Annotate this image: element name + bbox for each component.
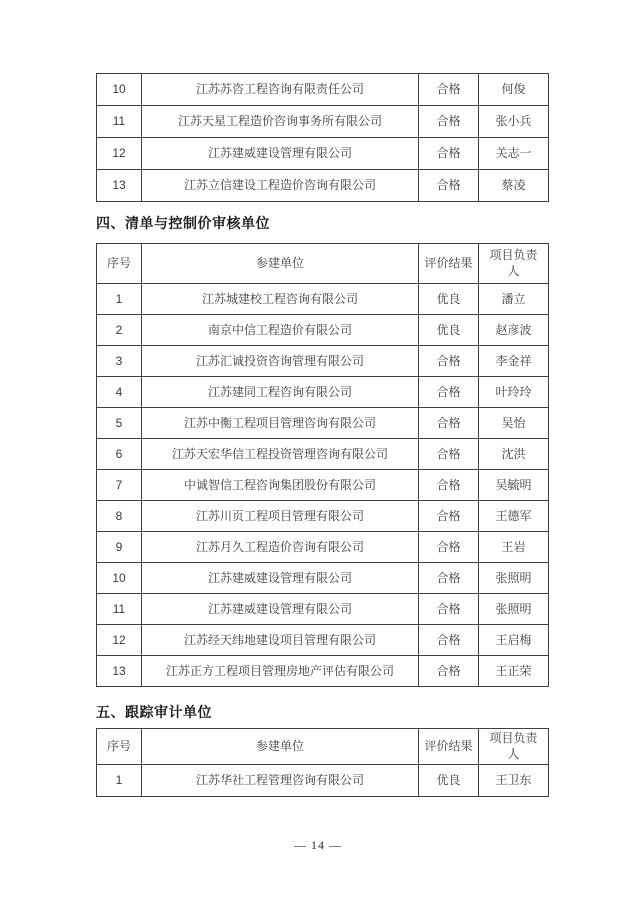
- table-cell: 1: [97, 284, 142, 315]
- table-cell: 蔡凌: [479, 170, 549, 202]
- table-cell: 合格: [419, 138, 479, 170]
- column-header-index: 序号: [97, 729, 142, 765]
- table-cell: 合格: [419, 656, 479, 687]
- table-cell: 沈洪: [479, 439, 549, 470]
- table-cell: 江苏建同工程咨询有限公司: [142, 377, 419, 408]
- section-five-heading: 五、跟踪审计单位: [96, 704, 212, 720]
- table-cell: 江苏经天纬地建设项目管理有限公司: [142, 625, 419, 656]
- table-cell: 5: [97, 408, 142, 439]
- table-cell: 王德军: [479, 501, 549, 532]
- table-row: [97, 74, 549, 106]
- table-cell: 张照明: [479, 594, 549, 625]
- table-cell: 7: [97, 470, 142, 501]
- table-row: [97, 625, 549, 656]
- table-cell: 江苏建威建设管理有限公司: [142, 594, 419, 625]
- table-cell: 4: [97, 377, 142, 408]
- table-row: [97, 346, 549, 377]
- table-cell: 南京中信工程造价有限公司: [142, 315, 419, 346]
- table-cell: 合格: [419, 625, 479, 656]
- table-row: [97, 439, 549, 470]
- table-row: [97, 408, 549, 439]
- table-cell: 合格: [419, 170, 479, 202]
- table-row: [97, 315, 549, 346]
- table-cell: 江苏华社工程管理咨询有限公司: [142, 765, 419, 797]
- table-row: [97, 563, 549, 594]
- table-row: [97, 377, 549, 408]
- table-cell: 13: [97, 170, 142, 202]
- column-header-result: 评价结果: [419, 244, 479, 284]
- table-row: [97, 656, 549, 687]
- table-cell: 6: [97, 439, 142, 470]
- table-cell: 江苏汇诚投资咨询管理有限公司: [142, 346, 419, 377]
- table-cell: 李金祥: [479, 346, 549, 377]
- section-five-table-body: [97, 765, 549, 797]
- table-cell: 吴毓明: [479, 470, 549, 501]
- table-cell: 优良: [419, 315, 479, 346]
- table-cell: 合格: [419, 501, 479, 532]
- table-cell: 王正荣: [479, 656, 549, 687]
- table-row: [97, 284, 549, 315]
- table-cell: 江苏月久工程造价咨询有限公司: [142, 532, 419, 563]
- table-row: [97, 106, 549, 138]
- table-cell: 王启梅: [479, 625, 549, 656]
- column-header-manager-label: 项目负责人: [489, 730, 538, 761]
- table-cell: 11: [97, 594, 142, 625]
- table-cell: 中诚智信工程咨询集团股份有限公司: [142, 470, 419, 501]
- table-cell: 江苏中衡工程项目管理咨询有限公司: [142, 408, 419, 439]
- table-header-row: [97, 244, 549, 284]
- table-cell: 9: [97, 532, 142, 563]
- table-row: [97, 138, 549, 170]
- table-cell: 合格: [419, 106, 479, 138]
- table-cell: 赵彦波: [479, 315, 549, 346]
- table-cell: 江苏川页工程项目管理有限公司: [142, 501, 419, 532]
- table-cell: 合格: [419, 532, 479, 563]
- section-five-table: [96, 728, 549, 797]
- table-cell: 2: [97, 315, 142, 346]
- table-cell: 江苏正方工程项目管理房地产评估有限公司: [142, 656, 419, 687]
- continuation-table: [96, 73, 549, 202]
- table-header-row: [97, 729, 549, 765]
- table-cell: 江苏天星工程造价咨询事务所有限公司: [142, 106, 419, 138]
- table-cell: 优良: [419, 765, 479, 797]
- table-cell: 12: [97, 138, 142, 170]
- column-header-manager: [479, 729, 549, 765]
- table-cell: 合格: [419, 74, 479, 106]
- table-cell: 合格: [419, 377, 479, 408]
- table-cell: 1: [97, 765, 142, 797]
- table-cell: 关志一: [479, 138, 549, 170]
- table-row: [97, 594, 549, 625]
- table-cell: 合格: [419, 346, 479, 377]
- table-cell: 13: [97, 656, 142, 687]
- table-cell: 江苏天宏华信工程投资管理咨询有限公司: [142, 439, 419, 470]
- column-header-unit: 参建单位: [142, 244, 419, 284]
- table-cell: 合格: [419, 563, 479, 594]
- section-five-table-header: [97, 729, 549, 765]
- table-cell: 吴怡: [479, 408, 549, 439]
- section-four-table: [96, 243, 549, 687]
- table-cell: 12: [97, 625, 142, 656]
- table-cell: 叶玲玲: [479, 377, 549, 408]
- section-four-table-body: [97, 284, 549, 687]
- table-cell: 11: [97, 106, 142, 138]
- table-row: [97, 470, 549, 501]
- table-cell: 江苏城建校工程咨询有限公司: [142, 284, 419, 315]
- table-cell: 10: [97, 563, 142, 594]
- table-cell: 8: [97, 501, 142, 532]
- table-row: [97, 765, 549, 797]
- table-cell: 合格: [419, 408, 479, 439]
- table-cell: 合格: [419, 439, 479, 470]
- table-cell: 潘立: [479, 284, 549, 315]
- table-cell: 张小兵: [479, 106, 549, 138]
- column-header-manager: [479, 244, 549, 284]
- table-row: [97, 501, 549, 532]
- table-cell: 3: [97, 346, 142, 377]
- table-cell: 优良: [419, 284, 479, 315]
- table-cell: 王卫东: [479, 765, 549, 797]
- table-cell: 合格: [419, 594, 479, 625]
- table-cell: 张照明: [479, 563, 549, 594]
- table-cell: 江苏建威建设管理有限公司: [142, 138, 419, 170]
- column-header-result: 评价结果: [419, 729, 479, 765]
- table-cell: 何俊: [479, 74, 549, 106]
- column-header-manager-label: 项目负责人: [489, 247, 538, 278]
- table-cell: 江苏苏咨工程咨询有限责任公司: [142, 74, 419, 106]
- section-four-heading: 四、清单与控制价审核单位: [96, 215, 270, 231]
- table-cell: 江苏建威建设管理有限公司: [142, 563, 419, 594]
- table-cell: 合格: [419, 470, 479, 501]
- column-header-unit: 参建单位: [142, 729, 419, 765]
- section-four-table-header: [97, 244, 549, 284]
- column-header-index: 序号: [97, 244, 142, 284]
- table-row: [97, 170, 549, 202]
- table-cell: 王岩: [479, 532, 549, 563]
- table-cell: 10: [97, 74, 142, 106]
- continuation-table-body: [97, 74, 549, 202]
- page-number: — 14 —: [294, 838, 342, 852]
- table-row: [97, 532, 549, 563]
- table-cell: 江苏立信建设工程造价咨询有限公司: [142, 170, 419, 202]
